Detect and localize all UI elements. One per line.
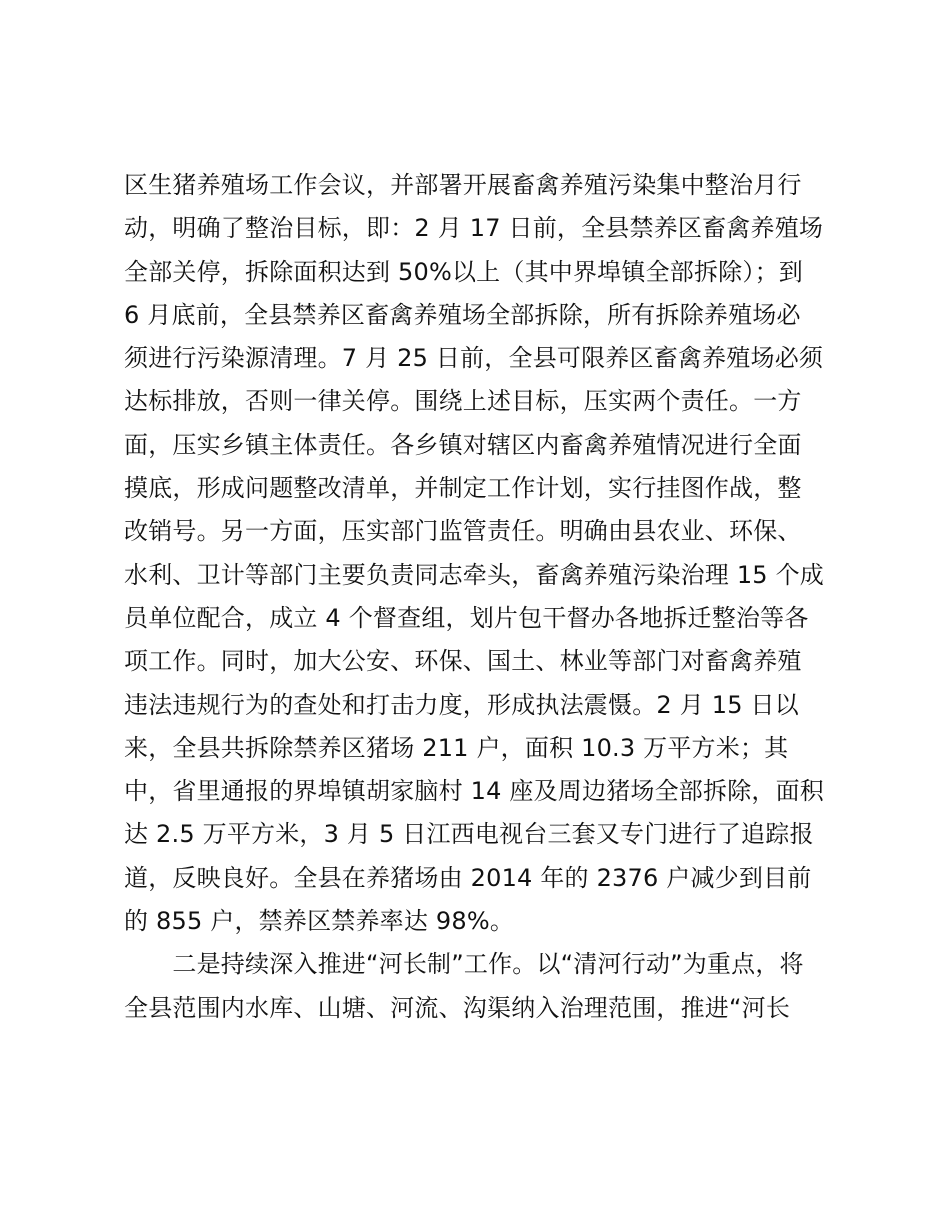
text-line: 动，明确了整治目标，即：2 月 17 日前，全县禁养区畜禽养殖场 (124, 214, 824, 243)
text-line: 全部关停，拆除面积达到 50%以上（其中界埠镇全部拆除）；到 (124, 257, 803, 286)
text-line: 违法违规行为的查处和打击力度，形成执法震慑。2 月 15 日以 (124, 690, 799, 719)
text-line: 项工作。同时，加大公安、环保、国土、林业等部门对畜禽养殖 (124, 647, 802, 676)
text-line: 来，全县共拆除禁养区猪场 211 户，面积 10.3 万平方米；其 (124, 733, 789, 762)
text-line: 的 855 户，禁养区禁养率达 98%。 (124, 907, 515, 936)
text-line: 二是持续深入推进“河长制”工作。以“清河行动”为重点，将 (124, 950, 804, 979)
text-line: 须进行污染源清理。7 月 25 日前，全县可限养区畜禽养殖场必须 (124, 344, 824, 373)
body-text (124, 164, 844, 1030)
text-line: 员单位配合，成立 4 个督查组，划片包干督办各地拆迁整治等各 (124, 603, 809, 632)
text-line: 面，压实乡镇主体责任。各乡镇对辖区内畜禽养殖情况进行全面 (124, 430, 802, 459)
text-line: 中，省里通报的界埠镇胡家脑村 14 座及周边猪场全部拆除，面积 (124, 777, 824, 806)
text-line: 摸底，形成问题整改清单，并制定工作计划，实行挂图作战，整 (124, 474, 802, 503)
text-line: 达 2.5 万平方米，3 月 5 日江西电视台三套又专门进行了追踪报 (124, 820, 814, 849)
text-line: 区生猪养殖场工作会议，并部署开展畜禽养殖污染集中整治月行 (124, 171, 802, 199)
text-line: 6 月底前，全县禁养区畜禽养殖场全部拆除，所有拆除养殖场必 (124, 300, 801, 329)
text-line: 道，反映良好。全县在养猪场由 2014 年的 2376 户减少到目前 (124, 863, 812, 892)
text-line: 达标排放，否则一律关停。围绕上述目标，压实两个责任。一方 (124, 387, 802, 416)
text-line: 水利、卫计等部门主要负责同志牵头，畜禽养殖污染治理 15 个成 (124, 560, 824, 589)
text-line: 改销号。另一方面，压实部门监管责任。明确由县农业、环保、 (124, 517, 802, 546)
text-line: 全县范围内水库、山塘、河流、沟渠纳入治理范围，推进“河长 (124, 993, 791, 1022)
